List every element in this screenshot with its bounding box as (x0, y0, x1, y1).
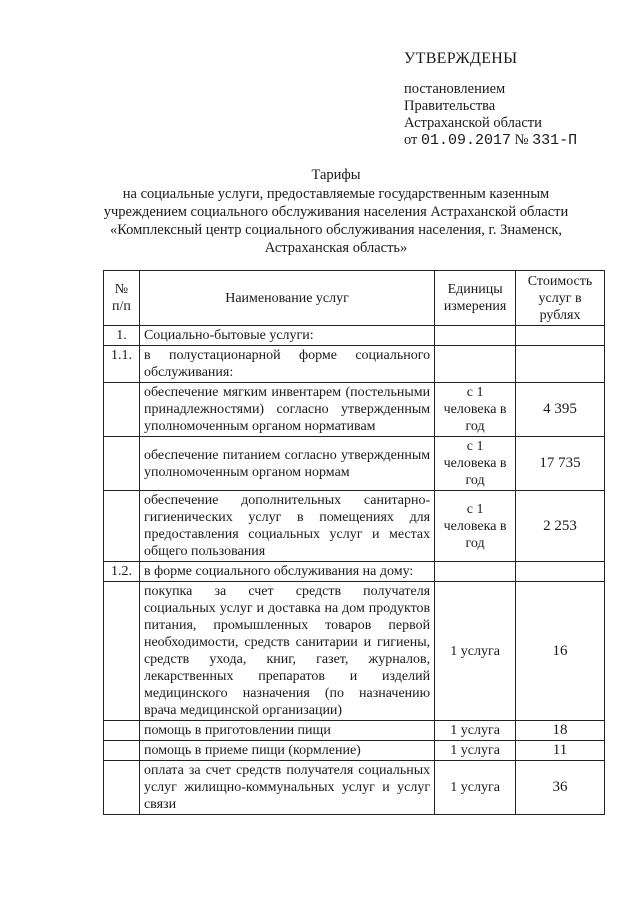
title-line-2: учреждением социального обслуживания населения Астраханской области (103, 204, 569, 220)
row-name: помощь в приготовлении пищи (139, 721, 434, 741)
row-num (104, 582, 140, 721)
row-name: в форме социального обслуживания на дому: (139, 562, 434, 582)
approval-date: 01.09.2017 (421, 132, 512, 149)
row-num (104, 491, 140, 562)
header-price: Стоимость услуг в рублях (516, 271, 605, 326)
approval-line-2: Правительства (404, 98, 496, 114)
row-unit (435, 346, 516, 383)
row-price: 2 253 (516, 491, 605, 562)
row-unit: с 1 человека в год (435, 383, 516, 437)
title-line-3: «Комплексный центр социального обслуживания населения, г. Знаменск, (109, 222, 563, 238)
approval-heading: УТВЕРЖДЕНЫ (404, 50, 518, 67)
title-main: Тарифы (311, 167, 361, 183)
table-row (104, 383, 605, 437)
header-unit: Единицы измерения (435, 271, 516, 326)
approval-number: 331-П (532, 132, 578, 149)
row-num: 1.2. (104, 562, 140, 582)
approval-date-prefix: от (404, 132, 418, 148)
header-num: № п/п (104, 271, 140, 326)
row-unit: 1 услуга (435, 582, 516, 721)
table-header-row (104, 271, 605, 326)
row-num (104, 437, 140, 491)
row-num: 1. (104, 326, 140, 346)
row-price: 17 735 (516, 437, 605, 491)
row-name: в полустационарной форме социального обслуживания: (139, 346, 434, 383)
approval-date-line (404, 132, 577, 149)
row-name: покупка за счет средств получателя социальных услуг и доставка на дом продуктов питания, промышленных товаров первой необходимости, средств санитарии и гигиены, средств ухода, книг, газет, журналов, лекарственных препаратов и изделий медицинского назначения (по назначению врача медицинской организации) (139, 582, 434, 721)
row-unit: 1 услуга (435, 761, 516, 815)
row-name: оплата за счет средств получателя социальных услуг жилищно-коммунальных услуг и услуг связи (139, 761, 434, 815)
row-price (516, 326, 605, 346)
row-unit (435, 326, 516, 346)
tariffs-table (103, 270, 605, 815)
row-num (104, 741, 140, 761)
row-price: 4 395 (516, 383, 605, 437)
row-price (516, 346, 605, 383)
table-row (104, 437, 605, 491)
row-price: 16 (516, 582, 605, 721)
approval-line-1: постановлением (404, 81, 506, 97)
table-row (104, 582, 605, 721)
row-name: обеспечение дополнительных санитарно-гигиенических услуг в помещениях для предоставления социальных услуг и местах общего пользования (139, 491, 434, 562)
table-row (104, 491, 605, 562)
table-row (104, 326, 605, 346)
table-row (104, 562, 605, 582)
row-num (104, 383, 140, 437)
row-num (104, 761, 140, 815)
row-price (516, 562, 605, 582)
table-row (104, 346, 605, 383)
document-title (100, 166, 572, 257)
row-unit (435, 562, 516, 582)
approval-line-3: Астраханской области (404, 115, 542, 131)
row-price: 36 (516, 761, 605, 815)
row-price: 18 (516, 721, 605, 741)
row-name: обеспечение питанием согласно утвержденным уполномоченным органом нормам (139, 437, 434, 491)
row-num: 1.1. (104, 346, 140, 383)
row-unit: с 1 человека в год (435, 437, 516, 491)
title-line-4: Астраханская область» (264, 240, 408, 256)
table-row (104, 741, 605, 761)
row-price: 11 (516, 741, 605, 761)
table-row (104, 761, 605, 815)
table-row (104, 721, 605, 741)
approval-number-sign: № (514, 132, 529, 148)
row-num (104, 721, 140, 741)
row-name: обеспечение мягким инвентарем (постельными принадлежностями) согласно утвержденным уполномоченным органом нормативам (139, 383, 434, 437)
row-name: Социально-бытовые услуги: (139, 326, 434, 346)
row-name: помощь в приеме пищи (кормление) (139, 741, 434, 761)
row-unit: 1 услуга (435, 721, 516, 741)
title-line-1: на социальные услуги, предоставляемые государственным казенным (122, 186, 550, 202)
row-unit: с 1 человека в год (435, 491, 516, 562)
row-unit: 1 услуга (435, 741, 516, 761)
approval-block (404, 50, 577, 149)
header-name: Наименование услуг (139, 271, 434, 326)
